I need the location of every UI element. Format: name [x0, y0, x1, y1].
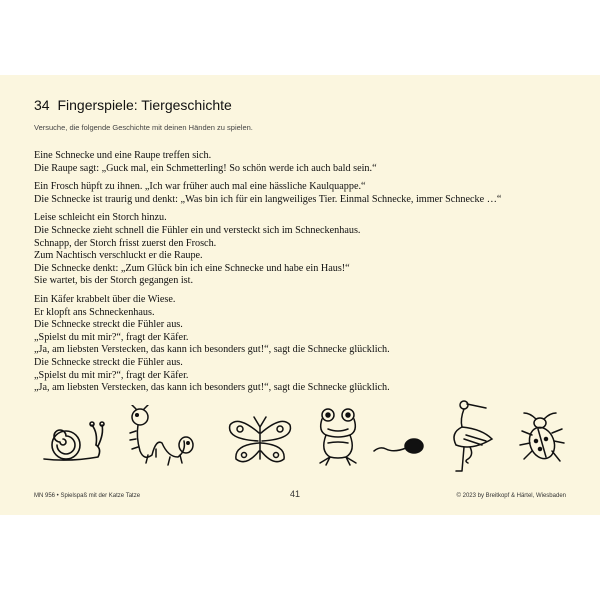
snail-icon	[40, 419, 108, 464]
animal-illustrations	[30, 397, 570, 472]
story-line: „Ja, am liebsten Verstecken, das kann ich besonders gut!“, sagt die Schnecke glücklich.	[34, 382, 390, 394]
story-text	[34, 150, 574, 401]
story-line: Schnapp, der Storch frisst zuerst den Frosch.	[34, 237, 217, 249]
story-paragraph-4	[34, 294, 574, 395]
page-title	[34, 97, 232, 113]
footer-publication: MN 956 • Spielspaß mit der Katze Tatze	[34, 493, 141, 499]
story-line: Die Schnecke streckt die Fühler aus.	[34, 319, 183, 331]
footer-copyright: © 2023 by Breitkopf & Härtel, Wiesbaden	[456, 493, 566, 499]
story-line: Zum Nachtisch verschluckt er die Raupe.	[34, 250, 203, 262]
section-number: 34	[34, 97, 50, 113]
story-line: Die Schnecke zieht schnell die Fühler ein und versteckt sich im Schneckenhaus.	[34, 224, 361, 236]
story-line: Eine Schnecke und eine Raupe treffen sich.	[34, 150, 212, 161]
story-line: Die Raupe sagt: „Guck mal, ein Schmetterling! So schön werde ich auch bald sein.“	[34, 162, 377, 174]
story-line: Die Schnecke denkt: „Zum Glück bin ich eine Schnecke und habe ein Haus!“	[34, 262, 350, 274]
section-title: Fingerspiele: Tiergeschichte	[57, 97, 232, 113]
tadpole-icon	[372, 437, 428, 459]
instruction-text: Versuche, die folgende Geschichte mit deinen Händen zu spielen.	[34, 123, 253, 132]
story-line: Die Schnecke ist traurig und denkt: „Was bin ich für ein langweiliges Tier. Einmal Schnecke, immer Schnecke …“	[34, 193, 502, 205]
story-paragraph-2	[34, 181, 574, 206]
story-line: Er klopft ans Schneckenhaus.	[34, 306, 155, 318]
story-line: „Ja, am liebsten Verstecken, das kann ich besonders gut!“, sagt die Schnecke glücklich.	[34, 344, 390, 356]
caterpillar-icon	[126, 405, 196, 467]
story-line: „Spielst du mit mir?“, fragt der Käfer.	[34, 369, 189, 381]
butterfly-icon	[226, 415, 294, 467]
beetle-icon	[516, 411, 566, 469]
story-line: Ein Käfer krabbelt über die Wiese.	[34, 293, 176, 305]
frog-icon	[314, 407, 362, 467]
story-paragraph-3	[34, 212, 574, 288]
story-line: Sie wartet, bis der Storch gegangen ist.	[34, 275, 194, 287]
story-line: „Spielst du mit mir?“, fragt der Käfer.	[34, 331, 189, 343]
story-line: Leise schleicht ein Storch hinzu.	[34, 212, 167, 224]
story-line: Die Schnecke streckt die Fühler aus.	[34, 356, 183, 368]
page-number: 41	[290, 489, 301, 499]
book-page	[0, 75, 600, 515]
story-line: Ein Frosch hüpft zu ihnen. „Ich war früher auch mal eine hässliche Kaulquappe.“	[34, 181, 366, 193]
story-paragraph-1	[34, 150, 574, 175]
stork-icon	[442, 399, 506, 473]
